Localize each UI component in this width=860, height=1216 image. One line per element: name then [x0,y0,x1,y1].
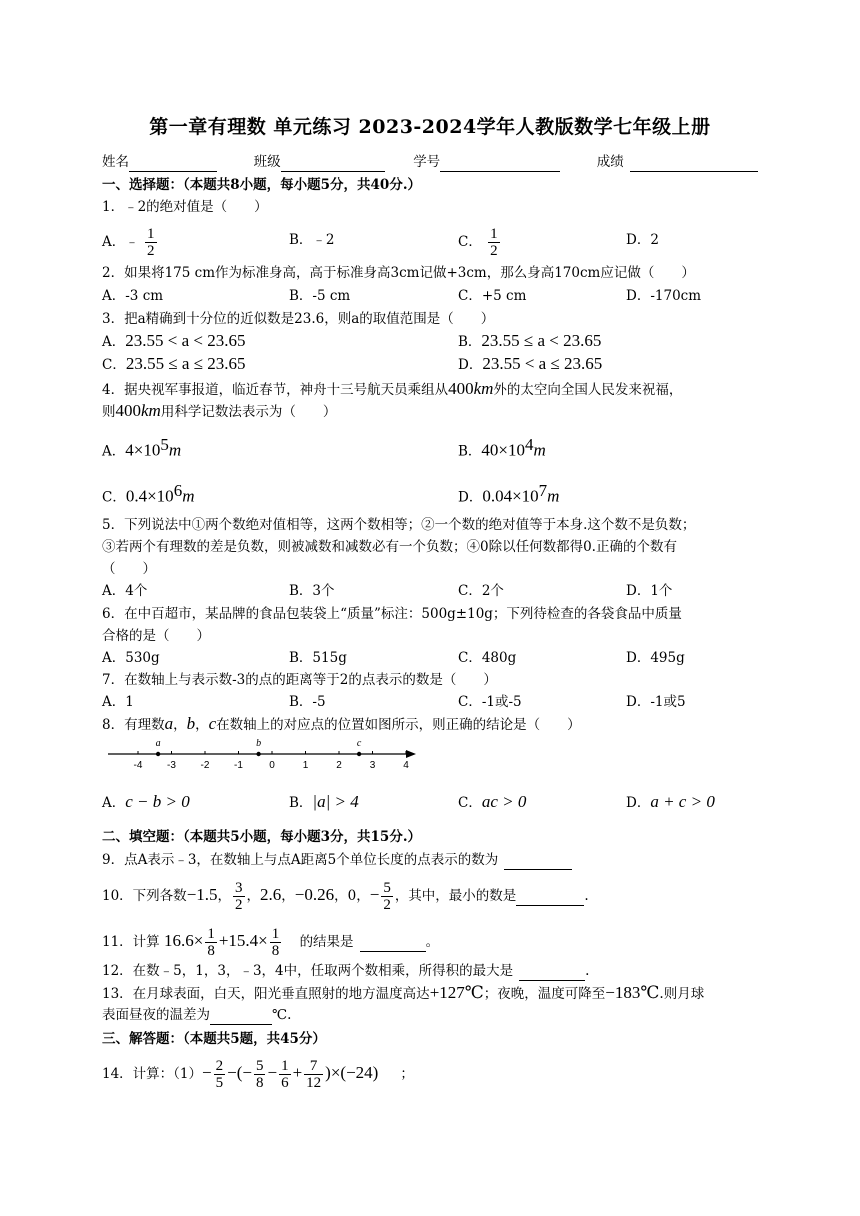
question-9 [102,851,572,870]
q5-option-d: D．1个 [626,583,673,599]
q3-d-label: D． [458,357,483,373]
q5-option-b: B．3个 [289,583,335,599]
q10-end: . [584,888,589,904]
q3-option-c [102,355,246,374]
q14-m3: + [292,1063,303,1082]
q6-option-c: C．480g [458,650,517,666]
q11-end: 。 [425,934,440,950]
number-line-point-label: a [155,738,161,749]
number-line-tick-label: -1 [234,760,243,771]
q13-l2-post: ℃. [272,1007,292,1023]
q6-option-d: D．495g [626,650,685,666]
q4-400-b: 400 [115,401,141,420]
q11-fn-b: 1 [271,926,280,942]
q11-m2: +15.4× [218,931,268,950]
class-blank[interactable] [281,153,385,172]
question-14 [102,1058,414,1091]
q3-c-label: C． [102,357,126,373]
name-blank[interactable] [129,153,217,172]
page-title: 第一章有理数 单元练习 2023-2024学年人教版数学七年级上册 [149,116,711,138]
q7-option-a: A．1 [102,694,134,710]
q14-f4d: 12 [306,1075,322,1091]
q9-text: 9．点A表示﹣3，在数轴上与点A距离5个单位长度的点表示的数为 [102,852,499,868]
q10-pre: 10．下列各数 [102,888,187,904]
q10-f2n: 5 [383,880,391,896]
q5-option-a: A．4个 [102,583,148,599]
number-line-tick-label: -4 [133,760,143,771]
q11-answer-blank[interactable] [360,933,426,952]
number-line-point-b [256,752,260,756]
q2-option-d: D．-170cm [626,288,702,304]
q1-option-a [102,226,159,259]
student-info-row [102,153,758,172]
q13-t1: +127℃ [429,983,484,1002]
q14-f4n: 7 [304,1058,323,1075]
q14-pre: 14．计算：（1） [102,1066,203,1082]
number-line-point-label: b [256,738,262,749]
q14-frac3 [279,1058,291,1091]
q1-a-label: A．﹣ [102,234,139,250]
q10-n3: −0.26 [294,885,335,904]
section-heading-solve: 三、解答题：（本题共5题，共45分） [102,1031,326,1047]
q14-mid: −(− [227,1063,252,1082]
number-line-tick-label: 2 [336,760,342,771]
q14-frac1 [214,1058,226,1091]
question-4-stem-line2 [102,402,336,421]
number-line-point-c [357,752,361,756]
q1-c-num: 1 [490,226,498,242]
number-blank[interactable] [440,153,560,172]
q5-option-c: C．2个 [458,583,504,599]
q8-c-math: ac > 0 [481,792,527,811]
q14-m2: − [267,1063,278,1082]
q14-f3n: 1 [281,1058,289,1074]
q1-c-den: 2 [490,243,498,259]
q8-d-label: D． [626,795,651,811]
q3-d-math: 23.55 < a ≤ 23.65 [482,354,603,373]
q8-option-a [102,793,190,812]
q4-d-unit: m [547,486,560,506]
q4-c-exp: 6 [173,481,183,500]
q12-end: . [585,963,590,979]
q3-c-math: 23.55 ≤ a ≤ 23.65 [125,354,246,373]
q3-b-math: 23.55 ≤ a < 23.65 [481,331,602,350]
q8-b-label: B． [289,795,313,811]
question-4-stem-line1 [102,380,682,399]
q14-f1n: 2 [215,1058,224,1074]
number-line-tick-label: 1 [302,760,309,771]
q11-fd-b: 8 [271,943,280,959]
question-5-line3: （ ） [102,561,156,577]
q10-post: ，其中，最小的数是 [394,888,517,904]
q3-option-b [458,332,601,351]
number-line-point-label: c [356,738,362,749]
q4-option-b [458,436,546,461]
q2-option-b: B．-5 cm [289,288,351,304]
q11-frac-a [205,926,217,959]
q3-option-a [102,332,245,351]
q14-f3d: 6 [281,1075,289,1091]
q1-a-den: 2 [147,243,155,259]
number-label: 学号 [413,154,441,170]
q4-stem3-pre: 则 [102,404,116,420]
q4-d-exp: 7 [538,481,548,500]
q4-c-coef: 0.4×10 [125,486,174,506]
question-7-stem: 7．在数轴上与表示数-3的点的距离等于2的点表示的数是（ ） [102,672,497,688]
q8-var-c: c [208,714,217,733]
q10-f1d: 2 [235,897,243,913]
q8-stem-post: 在数轴上的对应点的位置如图所示，则正确的结论是（ ） [216,717,581,733]
q3-a-math: 23.55 < a < 23.65 [125,331,246,350]
question-13-line1 [102,984,704,1003]
q1-a-num: 1 [147,226,155,242]
question-10: 10．下列各数−1.5， $\frac{3}{2}$ ，2.6，−0.26，0，− $\frac{5}{2}$ ，其中，最小的数是 . [102,880,589,913]
q6-option-b: B．515g [289,650,347,666]
q13-l1-post: .则月球 [659,986,705,1002]
number-line-point-a [156,752,160,756]
question-2-stem: 2．如果将175 cm作为标准身高，高于标准身高3cm记做+3cm，那么身高170cm应记做（ ） [102,265,695,281]
q11-fd-a: 8 [207,943,215,959]
question-3-stem: 3．把a精确到十分位的近似数是23.6，则a的取值范围是（ ） [102,311,495,327]
number-line-tick-label: -3 [167,760,176,771]
q4-a-exp: 5 [160,435,169,454]
q7-option-b: B．-5 [289,694,326,710]
q4-b-exp: 4 [525,435,534,454]
q13-t2: −183℃ [605,983,660,1002]
q4-stem2: 外的太空向全国人民发来祝福， [493,382,683,398]
q11-pre: 11．计算 [102,934,160,950]
q10-n1: −1.5 [186,885,218,904]
q1-c-fraction [488,226,500,259]
q8-c-label: C． [458,795,482,811]
q8-b-math: |a| > 4 [312,792,359,811]
q4-d-coef: 0.04×10 [482,486,539,506]
q10-f2d: 2 [383,897,391,913]
q8-option-c [458,793,526,812]
section-heading-choice: 一、选择题：（本题共8小题，每小题5分，共40分.） [102,177,422,193]
q14-f2n: 5 [255,1058,264,1074]
q10-f1n: 3 [235,880,243,896]
q4-stem1: 4．据央视军事报道，临近春节，神舟十三号航天员乘组从 [102,382,449,398]
q4-km: km [473,379,494,398]
name-label: 姓名 [102,154,129,170]
q7-option-d: D．-1或5 [626,694,686,710]
number-line-tick-label: 3 [369,760,376,771]
q6-option-a: A．530g [102,650,160,666]
q4-a-unit: m [168,440,182,460]
q14-post: )×(−24) [325,1063,379,1082]
q8-var-a: a [164,714,174,733]
number-line-arrow [406,750,416,758]
q14-frac2 [254,1058,266,1091]
q11-post: 的结果是 [299,934,354,950]
q1-a-fraction [145,226,157,259]
q10-neg: − [369,885,380,904]
q8-option-d [626,793,715,812]
q4-a-label: A． [102,443,126,460]
q14-f2d: 8 [255,1075,264,1091]
question-13-line2 [102,1006,291,1025]
q4-b-coef: 40×10 [481,440,526,460]
q8-a-math: c − b > 0 [125,792,190,811]
q4-b-label: B． [458,443,482,460]
number-line-tick-label: 4 [403,760,409,771]
q12-answer-blank[interactable] [519,962,585,981]
q11-fn-a: 1 [207,926,215,942]
q10-answer-blank[interactable] [516,887,584,906]
q1-option-d: D．2 [626,232,659,248]
question-5-line2: ③若两个有理数的差是负数，则被减数和减数必有一个负数；④0除以任何数都得0.正确的个数有 [102,539,677,555]
section-heading-fill: 二、填空题：（本题共5小题，每小题3分，共15分.） [102,829,422,845]
question-12 [102,962,589,981]
q8-stem-pre: 8．有理数 [102,717,165,733]
q14-neg: − [202,1063,212,1082]
q1-c-label: C． [458,234,482,250]
question-6-line2: 合格的是（ ） [102,628,210,644]
q13-l1-mid: ；夜晚，温度可降至 [483,986,606,1002]
q7-option-c: C．-1或-5 [458,694,522,710]
q10-n2: 2.6 [260,885,282,904]
q4-option-a [102,436,181,461]
question-1-stem: 1．﹣2的绝对值是（ ） [102,199,268,215]
q13-l2-pre: 表面昼夜的温差为 [102,1007,210,1023]
q4-stem3-post: 用科学记数法表示为（ ） [160,404,337,420]
q10-n4: 0 [347,888,357,904]
q1-option-b: B．﹣2 [289,232,335,248]
q4-option-c [102,482,194,507]
score-blank[interactable] [630,153,758,172]
q9-answer-blank[interactable] [504,851,572,870]
q3-option-d [458,355,602,374]
q11-frac-b [270,926,282,959]
class-label: 班级 [253,154,281,170]
q10-frac1 [233,880,245,913]
q4-option-d [458,482,559,507]
q3-a-label: A． [102,334,126,350]
q11-m1: 16.6× [163,931,204,950]
q13-answer-blank[interactable] [210,1006,272,1025]
q4-d-label: D． [458,489,483,506]
q8-var-b: b [186,714,196,733]
score-label: 成绩 [596,154,624,170]
number-line-tick-label: 0 [269,760,275,771]
q4-400: 400 [448,379,474,398]
question-5-line1: 5．下列说法中①两个数绝对值相等，这两个数相等；②一个数的绝对值等于本身.这个数不是负数； [102,517,696,533]
q14-f1d: 5 [215,1075,224,1091]
q4-a-coef: 4×10 [125,440,161,460]
q1-option-c [458,226,502,259]
q10-frac2 [381,880,393,913]
number-line-figure [104,736,424,772]
q4-c-label: C． [102,489,126,506]
q14-semi: ； [400,1066,414,1082]
q13-l1-pre: 13．在月球表面，白天，阳光垂直照射的地方温度高达 [102,986,430,1002]
q4-c-unit: m [182,486,195,506]
q8-d-math: a + c > 0 [650,792,715,811]
q3-b-label: B． [458,334,482,350]
q4-km-b: km [141,401,161,420]
q4-b-unit: m [533,440,546,460]
q14-frac4 [304,1058,323,1091]
q2-option-a: A．-3 cm [102,288,164,304]
q2-option-c: C．+5 cm [458,288,527,304]
q8-a-label: A． [102,795,126,811]
question-11 [102,926,439,959]
question-8-stem: 8．有理数a，b，c在数轴上的对应点的位置如图所示，则正确的结论是（ ） [102,714,581,733]
q8-option-b [289,793,359,812]
question-6-line1: 6．在中百超市，某品牌的食品包装袋上“质量”标注：500g±10g；下列待检查的各袋食品中质量 [102,606,682,622]
q12-text: 12．在数﹣5，1，3，﹣3，4中，任取两个数相乘，所得积的最大是 [102,963,514,979]
number-line-tick-label: -2 [200,760,210,771]
